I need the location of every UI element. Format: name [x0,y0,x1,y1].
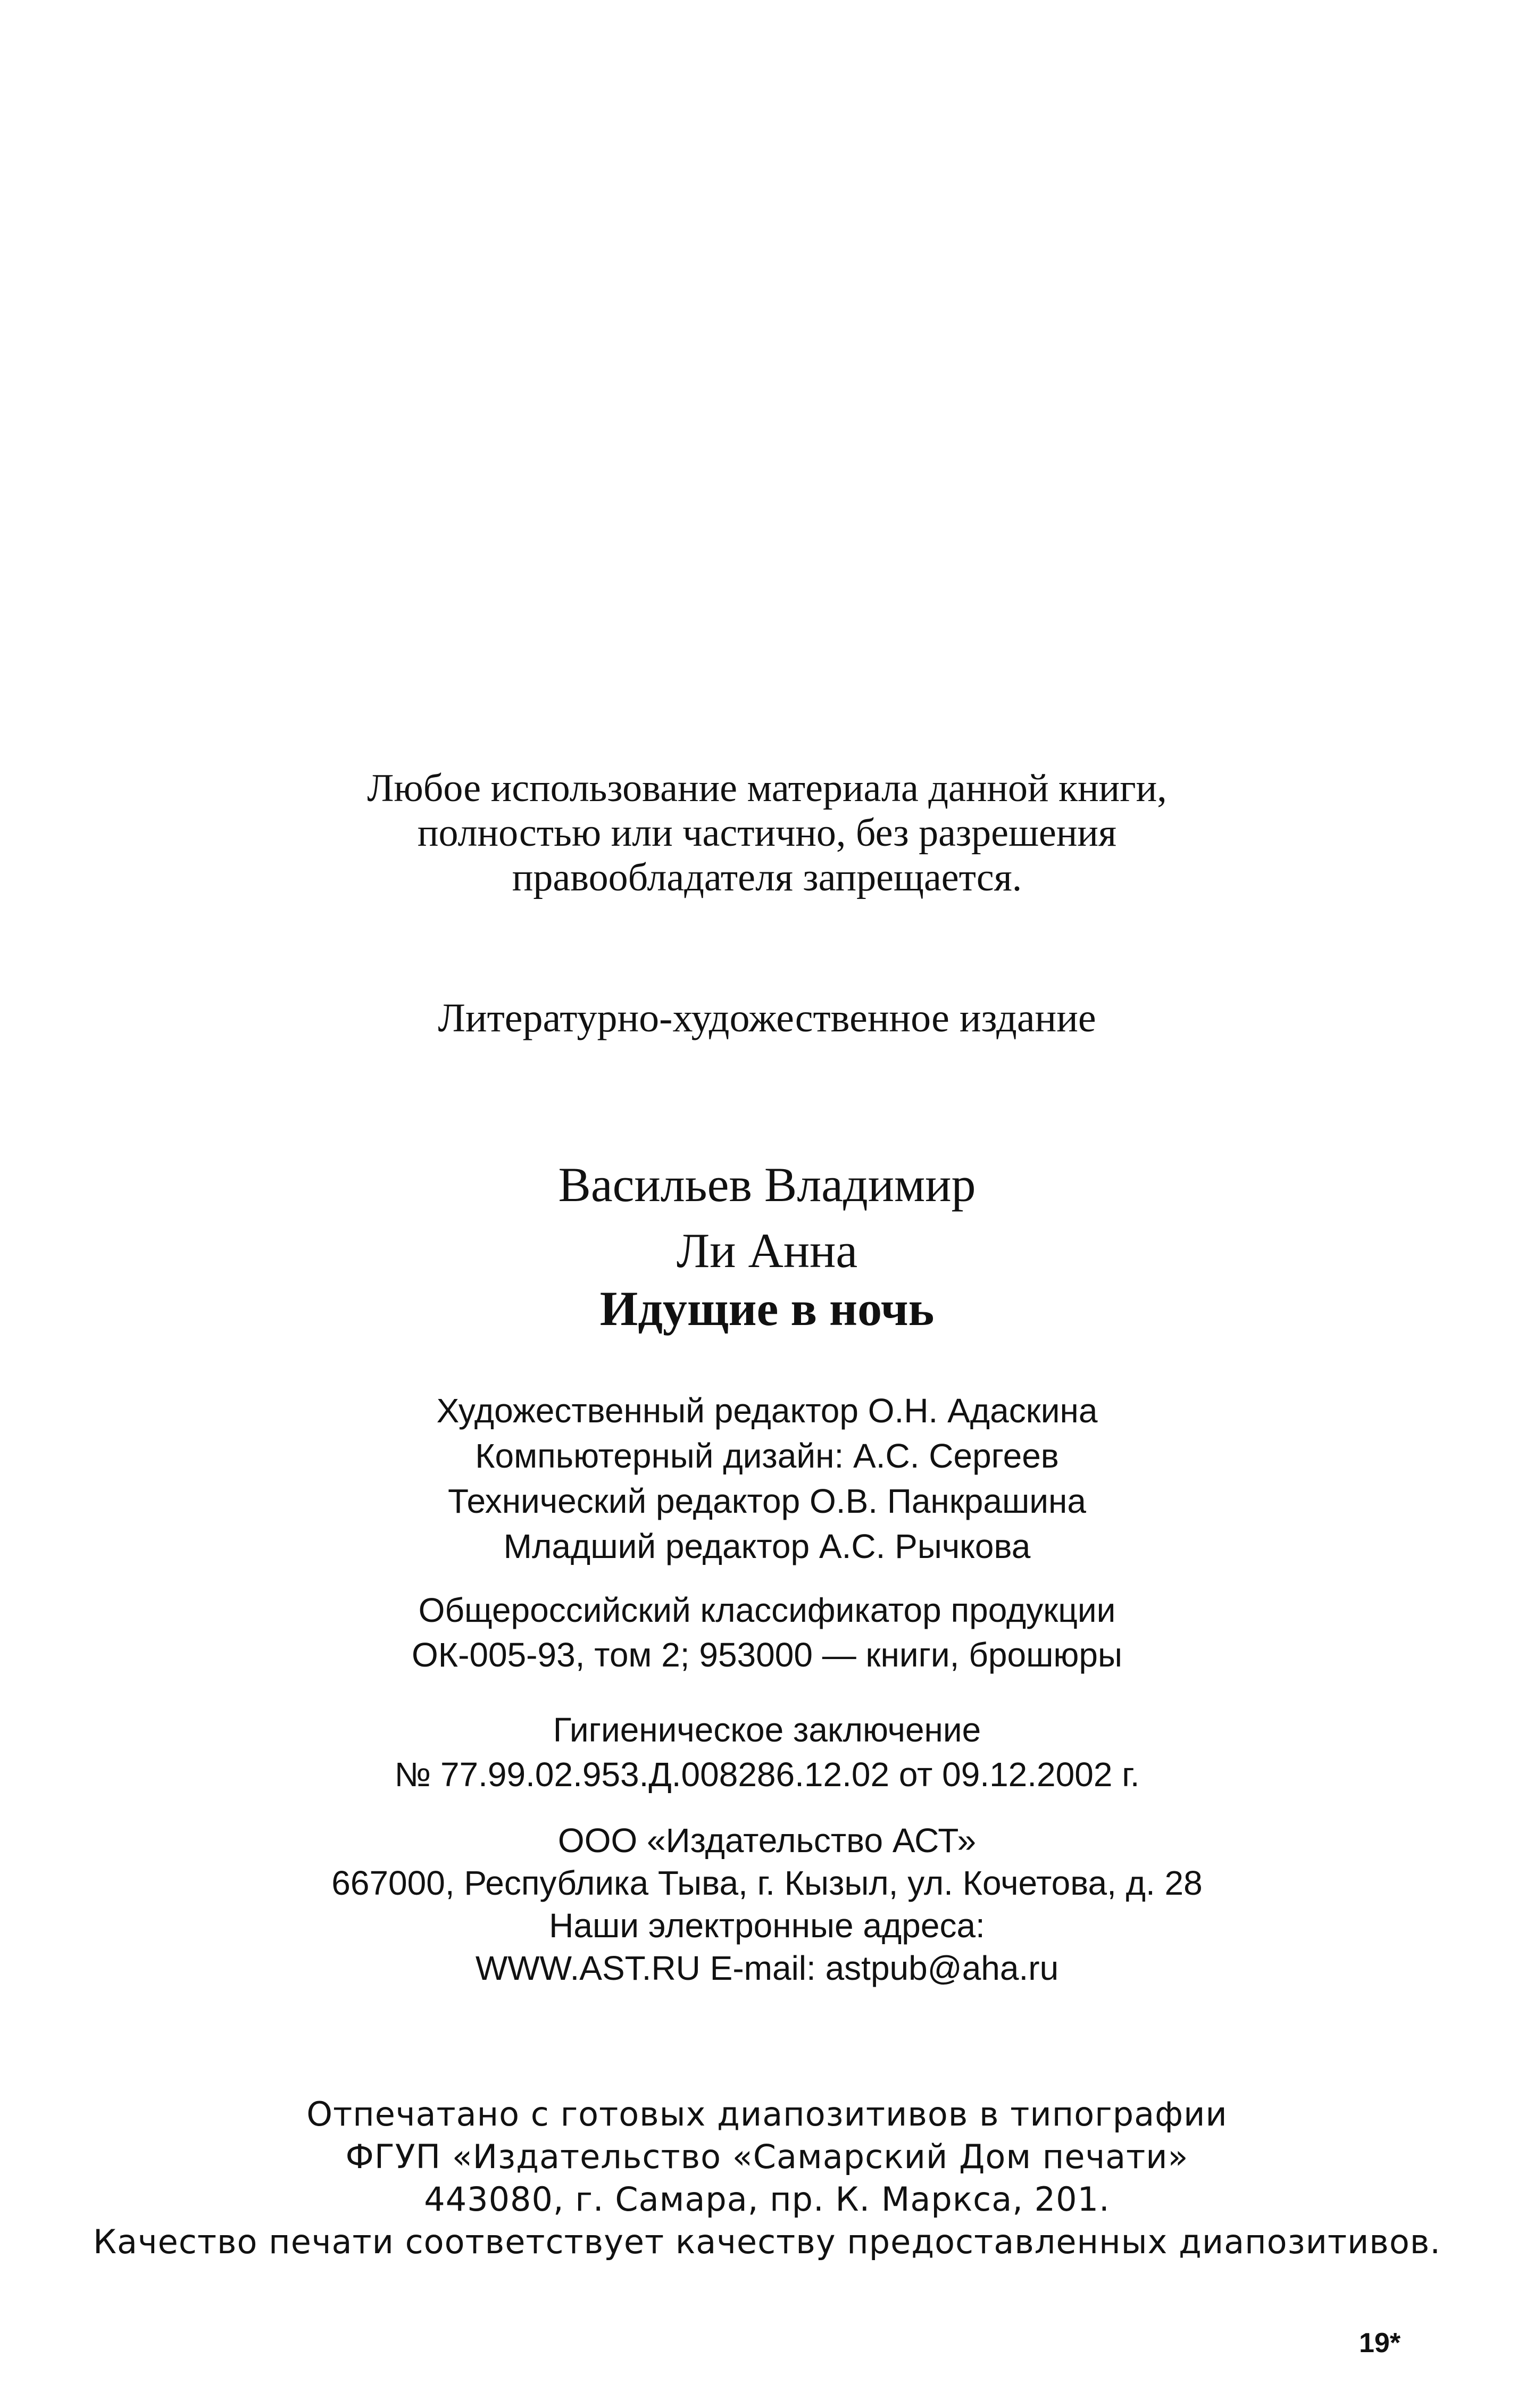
credit-line: Младший редактор А.С. Рычкова [503,1527,1031,1565]
publisher-info [0,1819,1534,1989]
publisher-line: 667000, Республика Тыва, г. Кызыл, ул. Кочетова, д. 28 [331,1864,1203,1902]
publisher-line: WWW.AST.RU E-mail: astpub@aha.ru [475,1949,1059,1987]
hygiene-certificate [0,1707,1534,1797]
publisher-line: Наши электронные адреса: [549,1906,985,1945]
product-classifier [0,1588,1534,1677]
printer-line: ФГУП «Издательство «Самарский Дом печати» [345,2137,1189,2176]
printer-line: Качество печати соответствует качеству предоставленных диапозитивов. [93,2222,1441,2261]
page-signature-mark: 19* [1359,2328,1401,2359]
printer-line: 443080, г. Самара, пр. К. Маркса, 201. [424,2180,1110,2219]
author-name: Ли Анна [676,1223,858,1278]
copyright-line: полностью или частично, без разрешения [417,811,1117,855]
authors [0,1152,1534,1284]
classifier-line: Общероссийский классификатор продукции [418,1591,1116,1629]
book-title [0,1279,1534,1338]
hygiene-line: Гигиеническое заключение [553,1711,981,1749]
edition-type-text: Литературно-художественное издание [438,996,1096,1040]
credits [0,1388,1534,1569]
credit-line: Художественный редактор О.Н. Адаскина [436,1392,1098,1430]
copyright-notice [0,766,1534,900]
copyright-line: Любое использование материала данной книги, [367,766,1167,810]
book-title-text: Идущие в ночь [599,1281,935,1336]
credit-line: Технический редактор О.В. Панкрашина [448,1482,1086,1520]
hygiene-line: № 77.99.02.953.Д.008286.12.02 от 09.12.2002 г. [394,1755,1140,1794]
credit-line: Компьютерный дизайн: А.С. Сергеев [475,1437,1059,1475]
author-name: Васильев Владимир [558,1157,976,1212]
copyright-line: правообладателя запрещается. [512,856,1022,899]
publisher-line: ООО «Издательство АСТ» [557,1821,977,1860]
printer-info [0,2093,1534,2263]
edition-type [0,995,1534,1041]
classifier-line: ОК-005-93, том 2; 953000 — книги, брошюры [412,1636,1122,1674]
printer-line: Отпечатано с готовых диапозитивов в типографии [306,2095,1228,2134]
